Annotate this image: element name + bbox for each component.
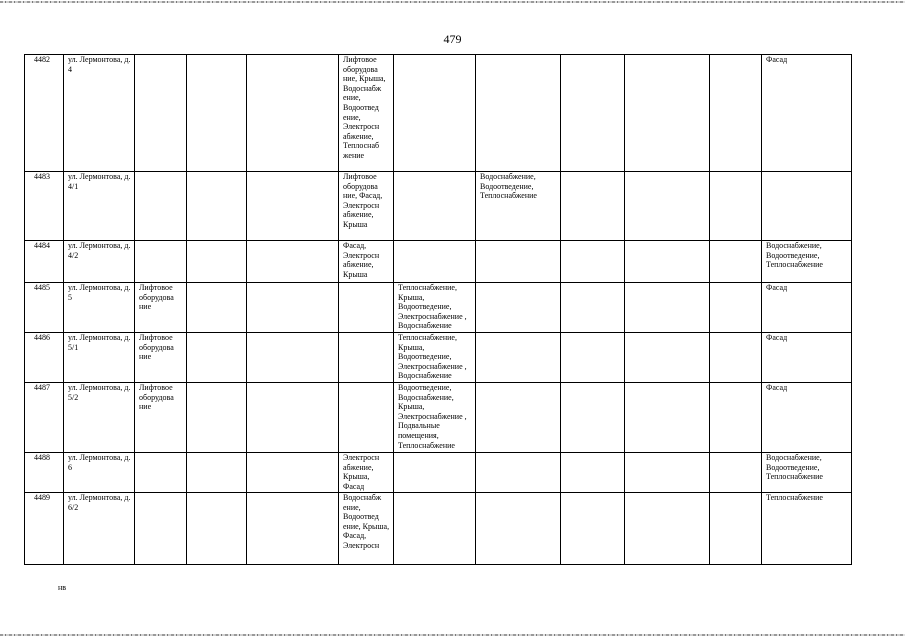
column-7-cell xyxy=(394,172,476,241)
column-4-cell xyxy=(187,241,247,283)
column-11-cell xyxy=(710,493,762,565)
column-3-cell: Лифтовое оборудова ние xyxy=(135,383,187,453)
column-3-cell: Лифтовое оборудова ние xyxy=(135,333,187,383)
column-12-cell: Водоснабжение, Водоотведение, Теплоснабжение xyxy=(762,453,852,493)
column-3-cell xyxy=(135,493,187,565)
table-row xyxy=(25,55,852,172)
column-12-cell: Водоснабжение, Водоотведение, Теплоснабжение xyxy=(762,241,852,283)
address-cell: ул. Лермонтова, д. 4 xyxy=(64,55,135,172)
row-number-cell: 4485 xyxy=(25,283,64,333)
column-10-cell xyxy=(625,493,710,565)
column-6-cell xyxy=(339,333,394,383)
column-8-cell xyxy=(476,493,561,565)
column-7-cell xyxy=(394,453,476,493)
column-8-cell xyxy=(476,283,561,333)
column-4-cell xyxy=(187,172,247,241)
address-cell: ул. Лермонтова, д. 5/1 xyxy=(64,333,135,383)
column-7-cell xyxy=(394,55,476,172)
column-8-cell: Водоснабжение, Водоотведение, Теплоснабжение xyxy=(476,172,561,241)
column-4-cell xyxy=(187,383,247,453)
column-9-cell xyxy=(561,283,625,333)
column-8-cell xyxy=(476,453,561,493)
row-number-cell: 4488 xyxy=(25,453,64,493)
column-8-cell xyxy=(476,333,561,383)
column-7-cell: Теплоснабжение, Крыша, Водоотведение, Электроснабжение , Водоснабжение xyxy=(394,283,476,333)
column-3-cell xyxy=(135,453,187,493)
column-6-cell xyxy=(339,283,394,333)
column-9-cell xyxy=(561,172,625,241)
column-4-cell xyxy=(187,283,247,333)
column-5-cell xyxy=(247,283,339,333)
column-5-cell xyxy=(247,333,339,383)
column-10-cell xyxy=(625,283,710,333)
column-9-cell xyxy=(561,453,625,493)
address-cell: ул. Лермонтова, д. 5/2 xyxy=(64,383,135,453)
column-12-cell: Фасад xyxy=(762,283,852,333)
column-5-cell xyxy=(247,383,339,453)
column-6-cell xyxy=(339,383,394,453)
column-11-cell xyxy=(710,283,762,333)
column-11-cell xyxy=(710,55,762,172)
table-row xyxy=(25,453,852,493)
column-10-cell xyxy=(625,241,710,283)
column-8-cell xyxy=(476,241,561,283)
column-11-cell xyxy=(710,453,762,493)
table-row xyxy=(25,172,852,241)
column-11-cell xyxy=(710,383,762,453)
column-4-cell xyxy=(187,333,247,383)
column-6-cell: Лифтовое оборудова ние, Крыша, Водоснабж ение, Водоотвед ение, Электросн абжение, Теплоснаб жение xyxy=(339,55,394,172)
column-5-cell xyxy=(247,172,339,241)
column-12-cell: Фасад xyxy=(762,383,852,453)
column-10-cell xyxy=(625,172,710,241)
column-3-cell xyxy=(135,241,187,283)
address-cell: ул. Лермонтова, д. 5 xyxy=(64,283,135,333)
column-5-cell xyxy=(247,55,339,172)
column-9-cell xyxy=(561,55,625,172)
table-row xyxy=(25,493,852,565)
column-7-cell xyxy=(394,493,476,565)
column-10-cell xyxy=(625,55,710,172)
row-number-cell: 4483 xyxy=(25,172,64,241)
column-10-cell xyxy=(625,383,710,453)
column-6-cell: Водоснабж ение, Водоотвед ение, Крыша, Фасад, Электросн xyxy=(339,493,394,565)
footnote: нв xyxy=(58,583,67,592)
column-11-cell xyxy=(710,241,762,283)
column-9-cell xyxy=(561,383,625,453)
page-number: 479 xyxy=(443,32,462,46)
address-cell: ул. Лермонтова, д. 4/1 xyxy=(64,172,135,241)
column-8-cell xyxy=(476,55,561,172)
column-6-cell: Лифтовое оборудова ние, Фасад, Электросн абжение, Крыша xyxy=(339,172,394,241)
table-row xyxy=(25,241,852,283)
address-cell: ул. Лермонтова, д. 6/2 xyxy=(64,493,135,565)
row-number-cell: 4489 xyxy=(25,493,64,565)
column-4-cell xyxy=(187,493,247,565)
column-11-cell xyxy=(710,333,762,383)
column-8-cell xyxy=(476,383,561,453)
column-5-cell xyxy=(247,453,339,493)
column-4-cell xyxy=(187,55,247,172)
buildings-table xyxy=(24,54,852,565)
column-12-cell: Фасад xyxy=(762,333,852,383)
row-number-cell: 4487 xyxy=(25,383,64,453)
column-9-cell xyxy=(561,493,625,565)
address-cell: ул. Лермонтова, д. 6 xyxy=(64,453,135,493)
column-7-cell xyxy=(394,241,476,283)
column-9-cell xyxy=(561,241,625,283)
column-3-cell: Лифтовое оборудова ние xyxy=(135,283,187,333)
row-number-cell: 4482 xyxy=(25,55,64,172)
table-row xyxy=(25,283,852,333)
column-5-cell xyxy=(247,241,339,283)
column-12-cell: Теплоснабжение xyxy=(762,493,852,565)
row-number-cell: 4486 xyxy=(25,333,64,383)
column-11-cell xyxy=(710,172,762,241)
table-body xyxy=(25,55,852,565)
column-7-cell: Теплоснабжение, Крыша, Водоотведение, Электроснабжение , Водоснабжение xyxy=(394,333,476,383)
column-7-cell: Водоотведение, Водоснабжение, Крыша, Электроснабжение , Подвальные помещения, Теплоснабжение xyxy=(394,383,476,453)
scan-bottom-edge xyxy=(0,634,905,636)
column-3-cell xyxy=(135,55,187,172)
column-12-cell: Фасад xyxy=(762,55,852,172)
column-3-cell xyxy=(135,172,187,241)
scan-top-edge xyxy=(0,1,905,3)
table-row xyxy=(25,383,852,453)
column-4-cell xyxy=(187,453,247,493)
column-6-cell: Фасад, Электросн абжение, Крыша xyxy=(339,241,394,283)
column-5-cell xyxy=(247,493,339,565)
column-9-cell xyxy=(561,333,625,383)
column-12-cell xyxy=(762,172,852,241)
column-6-cell: Электросн абжение, Крыша, Фасад xyxy=(339,453,394,493)
column-10-cell xyxy=(625,453,710,493)
row-number-cell: 4484 xyxy=(25,241,64,283)
table-row xyxy=(25,333,852,383)
column-10-cell xyxy=(625,333,710,383)
address-cell: ул. Лермонтова, д. 4/2 xyxy=(64,241,135,283)
